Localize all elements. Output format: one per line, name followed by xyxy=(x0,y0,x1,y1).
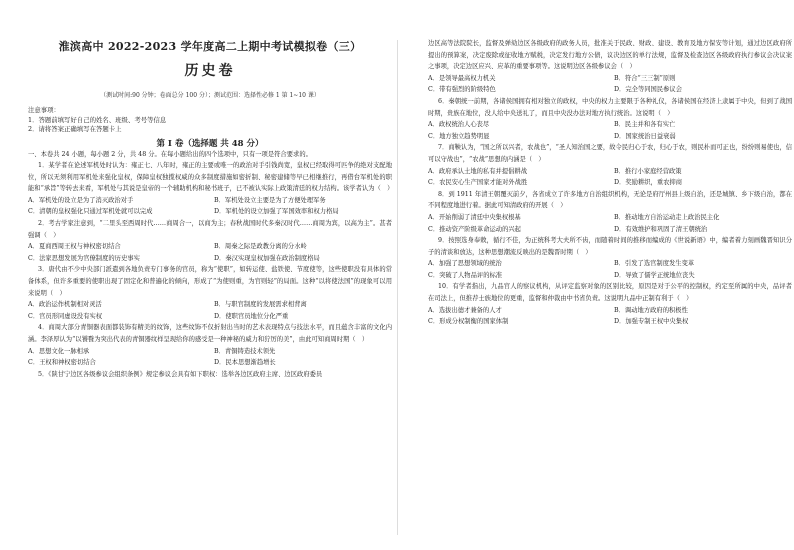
column-divider xyxy=(397,40,398,535)
question-stem: 9．按照选身奉敕，循行不佳，为正统科考大夫所不齿，而随着时间的推移而编成的《世说新语》中，编者着力刻画魏晋知识分子的清谈和放达，这种思想潮流反映出的是魏晋时期（ ） xyxy=(428,237,792,256)
option: A．政府承认土地的私有并提倡耕战 xyxy=(428,167,528,175)
option-grid xyxy=(428,305,792,328)
question xyxy=(428,189,792,235)
note-item: 2．请将答案正确填写在答题卡上 xyxy=(28,125,122,133)
option: D．完全等同国民参议会 xyxy=(614,86,683,94)
option: C．地方独立趋势明显 xyxy=(428,132,490,140)
section-title: 第 I 卷（选择题 共 48 分） xyxy=(156,139,264,149)
left-column xyxy=(28,38,392,380)
question-stem: 6．秦朝统一前期，各诸侯国拥有相对独立的政权，中央的权力主要限于各种礼仪，各诸侯国在经济上隶属于中央，但到了战国时期，贵族在地位，没人给中央送礼了，而且中央没办法对地方执行统治。这说明（ ） xyxy=(428,97,792,117)
option-grid xyxy=(28,346,392,369)
option: A．夏商西周王权与神权密切结合 xyxy=(28,243,121,251)
option: B．引发了选官制度发生变革 xyxy=(614,260,695,268)
note-item: 1．答题前填写好自己的姓名、班级、考号等信息 xyxy=(28,116,167,124)
option: C．推动资产阶级革命运动的兴起 xyxy=(428,225,521,233)
option: D．加强专制王权中央集权 xyxy=(614,318,689,326)
question-stem: 7．商鞅认为，“国之所以兴者，农战也”，“圣人知治国之要，故令民归心于农，归心于农，则民朴而可正也，纷纷则易使也，信可以守战也”，“农战”思想的内涵是（ ） xyxy=(428,144,792,163)
exam-meta: （测试时间:90 分钟；卷面总分 100 分）；测试范围：选择性必修 1 第 1~10 课） xyxy=(100,92,320,99)
option: A．军机处的设立是为了消灭政治对手 xyxy=(28,196,134,204)
option: C．农民安心生产国家才能对外战胜 xyxy=(428,179,528,187)
option: B．符合“三三制”原则 xyxy=(614,74,676,82)
option: A．选拔出德才兼备的人才 xyxy=(428,306,502,314)
notes-title: 注意事项： xyxy=(28,106,60,114)
option: A．政权统治人心丧尽 xyxy=(428,121,490,129)
option: B．推动地方自治运动走上政治民主化 xyxy=(614,213,720,221)
question xyxy=(428,38,792,96)
option: B．青铜铸造技术领先 xyxy=(214,347,276,355)
right-column xyxy=(428,38,792,328)
option: B．调动地方政府的积极性 xyxy=(614,306,688,314)
question-stem: 1．某学者在论述军机处时认为：雍正七、八年时，雍正的主要或唯一的政治对手引钱尚宽，皇权已经取得可匹争的绝对支配地位，所以无须利用军机处来强化皇权，保障皇权独揽权威的众多制度措施如密折制、秘密建储等早已相继推行，再借台军机处的职能和“承旨”等转去来看，军机处与其说是皇帝的一个辅助机构和秘书班子，已不被认实际上政策清廷的权力结构。该学者认为（ ） xyxy=(28,162,394,193)
option: C．带有强烈的阶级特色 xyxy=(428,86,496,94)
option-grid xyxy=(428,258,792,281)
option: B．与职官制度的发展需求相背离 xyxy=(214,301,307,309)
question xyxy=(28,160,392,218)
option: C．清朝的皇权强化只通过军机处就可以完成 xyxy=(28,208,153,216)
option: D．军机处的设立加强了军国效率和权力格局 xyxy=(214,208,339,216)
question-stem: 边区高等法院院长，监督及弹劾边区各级政府的政务人员，批准关于民政、财政、建设、教育及地方保安等计划，通过边区政府所提出的预算案，决定废除或征收地方赋税，决定发行地方公债，议决边区的单行法规，监督及检查边区各级政府执行参议会决议案之事项，决定边区应兴、应革的重要事项等。这说明边区各级参议会（ ） xyxy=(428,40,792,71)
section-instruction: 一、本卷共 24 小题，每小题 2 分，共 48 分。在每小题给出的四个选项中，只有一项是符合要求的。 xyxy=(28,151,312,158)
option: D．秦汉实现皇权加强在政治制度格局 xyxy=(214,254,320,262)
option: B．周秦之际是政教分离的分水岭 xyxy=(214,243,307,251)
option: A．加强了思想领域的统治 xyxy=(428,260,502,268)
option: A．思想文化一脉相承 xyxy=(28,347,90,355)
exam-title: 淮滨高中 2022-2023 学年度高二上期中考试模拟卷（三） xyxy=(58,40,362,53)
option: D．使职官员地位分化严重 xyxy=(214,312,289,320)
option: C．官员形同虚设没有实权 xyxy=(28,312,103,320)
subject-title: 历史卷 xyxy=(184,63,236,79)
question-stem: 10．有学者指出，九品官人的察议机构，从评定监察对象的区别比较，原因是对于公平的控制权，约定至所属的中央，品评者在司法上，但推荐士族地位的更重，监督和仲裁由中书省负责。这说明九品中正制有利于（ ） xyxy=(428,283,792,303)
option: C．法家思想发展为官僚制度的历史事实 xyxy=(28,254,140,262)
option-grid xyxy=(28,299,392,322)
option: D．民本思想渐趋增长 xyxy=(214,359,276,367)
option-grid xyxy=(428,166,792,189)
option-grid xyxy=(428,119,792,142)
option: A．是领导最高权力机关 xyxy=(428,74,496,82)
question-stem: 8．到 1911 年清王朝覆灭前夕，各省成立了许多地方自治组织机构，无论是府厅州县上级自治，还是城镇、乡下级自治，都在不同程度地进行着。据此可知清政府的开展（ ） xyxy=(428,190,792,210)
question xyxy=(28,369,392,381)
question-stem: 3．唐代由不少中央部门派遣到各地负责专门事务的官员，称为“使职”，如转运使、盐铁使、节度使等，这些使职没有具体的常备体系，但许多重要的使职出现了固定化和普遍化的倾向，形成了“为使则重，为官则轻”的局面。这种“以将使法国”的现象可以用来说明（ ） xyxy=(28,266,392,297)
option: D．奖励耕织，重农抑商 xyxy=(614,179,683,187)
option: C．形成分权制衡的国家体制 xyxy=(428,318,509,326)
option: B．军机处设立主要是为了方便处理军务 xyxy=(214,196,326,204)
option: D．导致了儒学正统地位丧失 xyxy=(614,271,695,279)
option: C．突破了人物品评的标准 xyxy=(428,271,503,279)
question-stem: 4．商周大部分青铜器表面都装饰有精美的纹饰，这些纹饰不仅折射出当时的艺术表现特点与技法水平，而且蕴含丰富的文化内涵。李泽厚认为“以饕餮为突出代表的青铜器纹样呈现给你的感受是一种神秘的威力和狞厉的美”，由此可知商周时期（ ） xyxy=(28,324,392,343)
question xyxy=(428,235,792,281)
question xyxy=(28,264,392,322)
option: A．开始削弱了清廷中央集权根基 xyxy=(428,213,521,221)
option: B．民主并和各有实亡 xyxy=(614,121,676,129)
question xyxy=(428,142,792,188)
question xyxy=(28,218,392,264)
option-grid xyxy=(28,241,392,264)
option-grid xyxy=(28,195,392,218)
option: A．政治运作机制相对灵活 xyxy=(28,301,102,309)
option-grid xyxy=(428,212,792,235)
question xyxy=(428,96,792,142)
option: D．国家统治日益衰弱 xyxy=(614,132,676,140)
option: B．推行小家庭经营政策 xyxy=(614,167,682,175)
question xyxy=(428,281,792,327)
question-stem: 5．《陕甘宁边区各级参议会组织条例》规定参议会具有如下职权：选举各边区政府主席、边区政府委员 xyxy=(38,370,323,378)
question xyxy=(28,322,392,368)
option-grid xyxy=(428,73,792,96)
option: D．有效维护和巩固了清王朝统治 xyxy=(614,225,708,233)
question-stem: 2．考古学家注意到，“二里头至西周时代……商周合一，以商为主；春秋战国时代多秦汉时代……商周为宾，以高为主”。甚者强调（ ） xyxy=(28,219,392,239)
option: C．王权和神权密切结合 xyxy=(28,359,96,367)
